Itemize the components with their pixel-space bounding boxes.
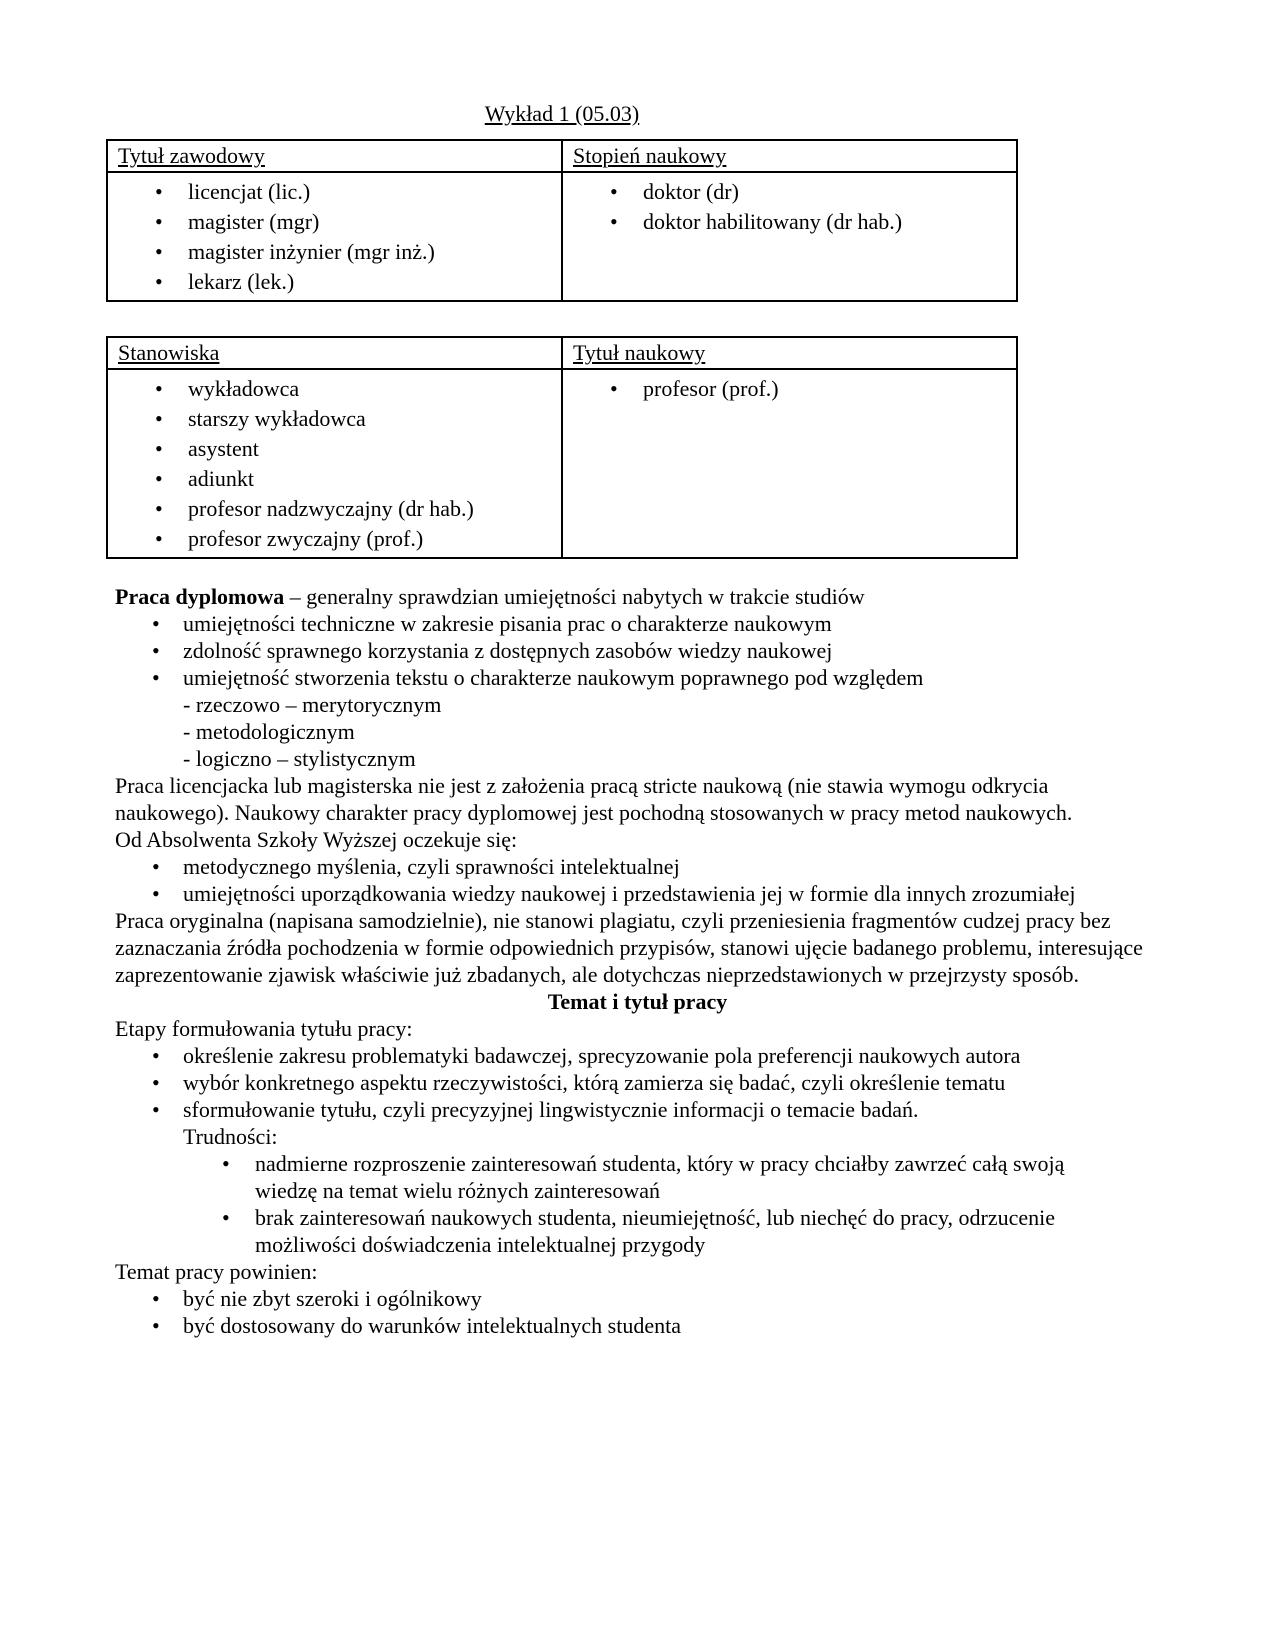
etapy-intro: Etapy formułowania tytułu pracy: bbox=[115, 1016, 413, 1041]
list-item: • być dostosowany do warunków intelektualnych studenta bbox=[115, 1312, 1160, 1339]
paragraph-licencjacka: Praca licencjacka lub magisterska nie jest z założenia pracą stricte naukową (nie stawia wymogu odkrycia naukowego). Naukowy charakter pracy dyplomowej jest pochodną stosowanych w pracy metod naukowych. bbox=[115, 773, 1073, 825]
etapy-list bbox=[115, 1042, 1160, 1123]
list-item: • sformułowanie tytułu, czyli precyzyjnej lingwistycznie informacji o temacie badań. bbox=[115, 1096, 1160, 1123]
paragraph-absolwent-intro: Od Absolwenta Szkoły Wyższej oczekuje się: bbox=[115, 827, 518, 852]
praca-dyplomowa-lead bbox=[115, 583, 1160, 610]
praca-dyplomowa-definition: – generalny sprawdzian umiejętności nabytych w trakcie studiów bbox=[284, 584, 865, 609]
list-item: • doktor (dr) bbox=[563, 177, 1016, 207]
bullet-list bbox=[108, 177, 561, 297]
dash-line: - metodologicznym bbox=[183, 719, 355, 744]
table-head bbox=[107, 337, 1017, 369]
praca-dyplomowa-term: Praca dyplomowa bbox=[115, 584, 285, 609]
section-heading: Temat i tytuł pracy bbox=[547, 989, 728, 1014]
list-item: • nadmierne rozproszenie zainteresowań studenta, który w pracy chciałby zawrzeć całą swoją wiedzę na temat wielu różnych zainteresowań bbox=[115, 1150, 1132, 1204]
column-header: Stanowiska bbox=[118, 340, 220, 365]
paragraph-oryginalna: Praca oryginalna (napisana samodzielnie), nie stanowi plagiatu, czyli przeniesienia fragmentów cudzej pracy bez zaznaczania źródła pochodzenia w formie odpowiednich przypisów, stanowi ujęcie badanego problemu, interesujące zaprezentowanie zjawisk właściwie już zbadanych, ale dotychczas nieprzedstawionych w przejrzysty sposób. bbox=[115, 908, 1143, 987]
table-header-cell bbox=[107, 140, 562, 172]
table-header-cell bbox=[107, 337, 562, 369]
list-item: • starszy wykładowca bbox=[108, 404, 561, 434]
list-item: • profesor zwyczajny (prof.) bbox=[108, 524, 561, 554]
list-item: • być nie zbyt szeroki i ogólnikowy bbox=[115, 1285, 1160, 1312]
title-row bbox=[106, 100, 1018, 127]
table-header-cell bbox=[562, 337, 1017, 369]
table-row bbox=[107, 172, 1017, 301]
trudnosci-label: Trudności: bbox=[183, 1124, 278, 1149]
list-item: • profesor nadzwyczajny (dr hab.) bbox=[108, 494, 561, 524]
list-item: • magister (mgr) bbox=[108, 207, 561, 237]
list-item: • zdolność sprawnego korzystania z dostępnych zasobów wiedzy naukowej bbox=[115, 637, 1160, 664]
table-row bbox=[107, 369, 1017, 558]
list-item: • asystent bbox=[108, 434, 561, 464]
table-body bbox=[107, 172, 1017, 301]
table-cell bbox=[107, 172, 562, 301]
praca-dyplomowa-list bbox=[115, 610, 1160, 691]
list-item: • brak zainteresowań naukowych studenta, nieumiejętność, lub niechęć do pracy, odrzucenie możliwości doświadczenia intelektualnej przygody bbox=[115, 1204, 1132, 1258]
list-item: • profesor (prof.) bbox=[563, 374, 1016, 404]
column-header: Stopień naukowy bbox=[573, 143, 727, 168]
list-item: • licencjat (lic.) bbox=[108, 177, 561, 207]
table-header-row bbox=[107, 140, 1017, 172]
bullet-list bbox=[108, 374, 561, 554]
dash-line: - logiczno – stylistycznym bbox=[183, 746, 416, 771]
list-item: • umiejętności uporządkowania wiedzy naukowej i przedstawienia jej w formie dla innych zrozumiałej bbox=[115, 880, 1160, 907]
column-header: Tytuł naukowy bbox=[573, 340, 706, 365]
list-item: • umiejętności techniczne w zakresie pisania prac o charakterze naukowym bbox=[115, 610, 1160, 637]
bullet-list bbox=[563, 374, 1016, 404]
list-item: • umiejętność stworzenia tekstu o charakterze naukowym poprawnego pod względem bbox=[115, 664, 1160, 691]
table-header-row bbox=[107, 337, 1017, 369]
list-item: • lekarz (lek.) bbox=[108, 267, 561, 297]
bullet-list bbox=[563, 177, 1016, 237]
list-item: • metodycznego myślenia, czyli sprawności intelektualnej bbox=[115, 853, 1160, 880]
trudnosci-list bbox=[115, 1150, 1132, 1258]
list-item: • doktor habilitowany (dr hab.) bbox=[563, 207, 1016, 237]
powinien-list bbox=[115, 1285, 1160, 1339]
powinien-intro: Temat pracy powinien: bbox=[115, 1259, 318, 1284]
list-item: • wybór konkretnego aspektu rzeczywistości, którą zamierza się badać, czyli określenie tematu bbox=[115, 1069, 1160, 1096]
list-item: • adiunkt bbox=[108, 464, 561, 494]
table-head bbox=[107, 140, 1017, 172]
list-item: • magister inżynier (mgr inż.) bbox=[108, 237, 561, 267]
table-cell bbox=[562, 369, 1017, 558]
table-header-cell bbox=[562, 140, 1017, 172]
list-item: • wykładowca bbox=[108, 374, 561, 404]
dash-line: - rzeczowo – merytorycznym bbox=[183, 692, 442, 717]
positions-table bbox=[106, 336, 1018, 559]
absolwent-list bbox=[115, 853, 1160, 907]
professional-titles-table bbox=[106, 139, 1018, 302]
table-body bbox=[107, 369, 1017, 558]
list-item: • określenie zakresu problematyki badawczej, sprecyzowanie pola preferencji naukowych autora bbox=[115, 1042, 1160, 1069]
table-cell bbox=[107, 369, 562, 558]
column-header: Tytuł zawodowy bbox=[118, 143, 265, 168]
table-cell bbox=[562, 172, 1017, 301]
page-title: Wykład 1 (05.03) bbox=[484, 101, 640, 126]
